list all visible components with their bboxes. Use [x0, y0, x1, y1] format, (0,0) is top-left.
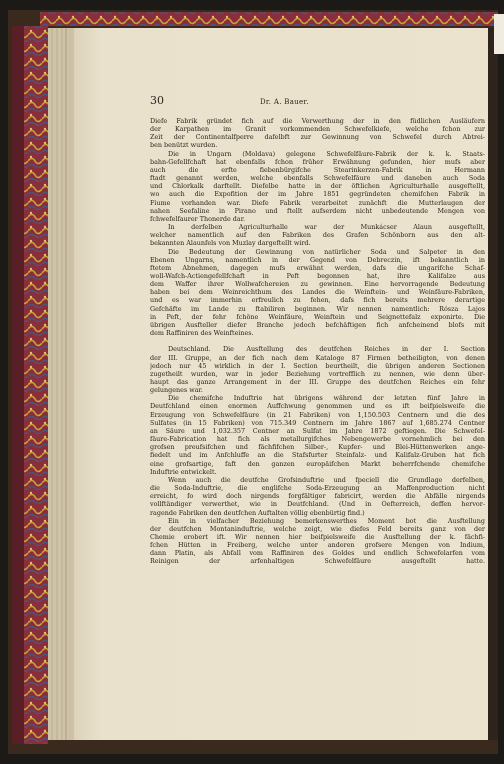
page-number: 30: [150, 94, 164, 107]
running-head: Dr. A. Bauer.: [260, 98, 309, 106]
spine-leather: [12, 26, 24, 744]
text-line: Wenn auch die deutfche Grofsinduftrie und fpeciell die Grundlage derfelben,: [168, 475, 485, 484]
text-line: Fiume vorhanden war. Diefe Fabrik verarbeitet zunächft die Mutterlaugen der: [150, 198, 485, 207]
text-line: Erzeugung von Schwefelfäure (in 21 Fabriken) von 1,150.503 Centnern und die des: [150, 410, 485, 419]
text-line: nahen Seefaline in Pirano und ftellt aufserdem nicht unbedeutende Mengen von: [150, 206, 485, 215]
text-line: die Soda-Induftrie, die englifche Soda-Erzeugung an Maffenproduction nicht: [150, 484, 485, 493]
text-line: vollftändiger verwerthet, wie in Deutfchland. (Und in Oefterreich, deffen hervor-: [150, 500, 485, 509]
text-line: der deutfchen Montaninduftrie, welche zeigt, wie diefes Feld bereits ganz von der: [150, 524, 485, 533]
text-line: Reinigen der arfenhaltigen Schwefelfäure ausgeftellt hatte.: [150, 557, 485, 566]
text-line: fchen Hütten in Freiberg, welche unter anderen grofsere Mengen von Indium,: [150, 541, 485, 550]
text-line: dann Platin, als Abfall vom Raffiniren des Goldes und endlich Schwefelarfen vom: [150, 549, 485, 558]
text-line: ftadt genannt werden, welche ebenfalls Schwefelfäure und daneben auch Soda: [150, 174, 485, 183]
ruler-tab: [494, 14, 504, 54]
text-line: bahn-Gefellfchaft hat ebenfalls fchon früher Erwähnung gefunden, hier mufs aber: [150, 157, 485, 166]
text-line: fiedelt und im Anfchluffe an die Stafsfurter Steinfalz- und Kalifalz-Gruben hat fich: [150, 451, 485, 460]
text-line: jedoch nur 45 wirklich in der I. Section beurtheilt, die übrigen anderen Sectionen: [150, 361, 485, 370]
text-line: Ein in vielfacher Beziehung bemerkenswerthes Moment bot die Ausftellung: [168, 516, 485, 525]
page-content: [150, 94, 485, 566]
text-line: fäure-Fabrication hat fich als metallurgifches Nebengewerbe vornehmlich bei den: [150, 435, 485, 444]
text-line: übrigen Ausfteller diefer Branche jedoch befchäftigen fich anfcheinend blofs mit: [150, 320, 485, 329]
text-line: Ebenen Ungarns, namentlich in der Gegend von Debreczin, ift bekanntlich in: [150, 255, 485, 264]
text-line: dem Waffer ihrer Wollwafchereien zu gewinnen. Eine hervorragende Bedeutung: [150, 280, 485, 289]
text-line: Die chemifche Induftrie hat übrigens während der letzten fünf Jahre in: [168, 394, 485, 403]
marbled-top-edge: [40, 12, 498, 26]
text-line: Zeit der Continentalfperre dafelbft zur Gewinnung von Schwefel durch Abtrei-: [150, 133, 485, 142]
text-line: und es war immerhin erfreulich zu fehen, dafs fich bereits mehrere derartige: [150, 296, 485, 305]
text-line: eine grofsartige, faft den ganzen europäifchen Markt beherrfchende chemifche: [150, 459, 485, 468]
text-line: Deutfchland einen enormen Auffchwung genommen und es ift beifpielsweife die: [150, 402, 485, 411]
text-line: In derfelben Agriculturhalle war der Munkácser Alaun ausgeftellt,: [168, 223, 485, 232]
text-line: woll-Wafch-Actiengefellfchaft in Peft begonnen hat, ihre Kalifalze aus: [150, 271, 485, 280]
page-header: [150, 94, 485, 108]
text-line: der Karpathen im Granit vorkommenden Schwefelkiefe, welche fchon zur: [150, 125, 485, 134]
body-text: [150, 117, 485, 566]
blank-line: [150, 337, 485, 345]
text-line: Chemie erobert ift. Wir nennen hier beifpielsweife die Ausftellung der k. fächfi-: [150, 532, 485, 541]
text-line: Deutschland. Die Ausftellung des deutfchen Reiches in der I. Section: [168, 345, 485, 354]
text-line: haupt das ganze Arrangement in der III. Gruppe des deutfchen Reiches ein fehr: [150, 378, 485, 386]
text-line: Gefchäfte im Lande zu ftabiliren beginnen. Wir nennen namentlich: Rósza Lajos: [150, 304, 485, 313]
text-line: Die Bedeutung der Gewinnung von natürlicher Soda und Salpeter in den: [168, 247, 485, 256]
text-line: zugetheilt wurden, war in jeder Beziehung vortrefflich zu nennen, wie denn über-: [150, 369, 485, 378]
marbled-spine: [22, 26, 48, 744]
text-line: in Peft, der fehr fchöne Weinfäure, Weinftein und Seignettefalz exponirte. Die: [150, 312, 485, 321]
text-line: erreicht, fo wird doch nirgends forgfältiger fabricirt, werden die Abfälle nirgends: [150, 492, 485, 501]
text-line: Induftrie entwickelt.: [150, 467, 217, 476]
text-line: auch die erfte fiebenbürgifche Stearinkerzen-Fabrik in Hermann: [150, 165, 485, 174]
text-line: haben bei dem Weinreichthum des Landes die Weinftein- und Weinfäure-Fabriken,: [150, 288, 485, 297]
text-line: fchwefelfaurer Thonerde dar.: [150, 214, 246, 223]
text-line: Die in Ungarn (Moldava) gelegene Schwefelfäure-Fabrik der k. k. Staats-: [168, 149, 485, 158]
text-line: und Chlorkalk darftellt. Diefelbe hatte in der öftlichen Agriculturhalle ausgeftellt,: [150, 182, 485, 191]
text-line: ragende Fabriken den deutfchen Auftalten völlig ebenbürtig find.): [150, 508, 365, 517]
text-line: an Säure und 1,032.357 Centner an Sulfat im Jahre 1872 geftiegen. Die Schwefel-: [150, 426, 485, 435]
text-line: Diefe Fabrik gründet fich auf die Verwerthung der in den füdlichen Ausläufern: [150, 117, 485, 125]
page-edge-stack: [48, 28, 68, 740]
text-line: dem Raffiniren des Weinfteines.: [150, 329, 254, 338]
text-line: ftetem Abnehmen, dagegen mufs erwähnt werden, dafs die ungarifche Schaf-: [150, 263, 485, 272]
text-line: welcher namentlich auf den Fabriken des Grafen Schönborn aus den alt-: [150, 231, 485, 240]
text-line: grofsen preufsifchen und fächfifchen Silber-, Kupfer- und Blei-Hüttenwerken ange-: [150, 443, 485, 452]
text-line: wo auch die Expofition der im Jahre 1851 gegründeten chemifchen Fabrik in: [150, 190, 485, 199]
text-line: ben benützt wurden.: [150, 141, 218, 150]
text-line: bekannten Alaunfels von Muzlay dargeftellt wird.: [150, 239, 311, 248]
text-line: gelungenes war.: [150, 386, 203, 395]
text-line: der III. Gruppe, an der fich nach dem Kataloge 87 Firmen betheiligten, von denen: [150, 353, 485, 362]
text-line: Sulfates (in 15 Fabriken) von 715.349 Centnern im Jahre 1867 auf 1,685.274 Centner: [150, 418, 485, 427]
